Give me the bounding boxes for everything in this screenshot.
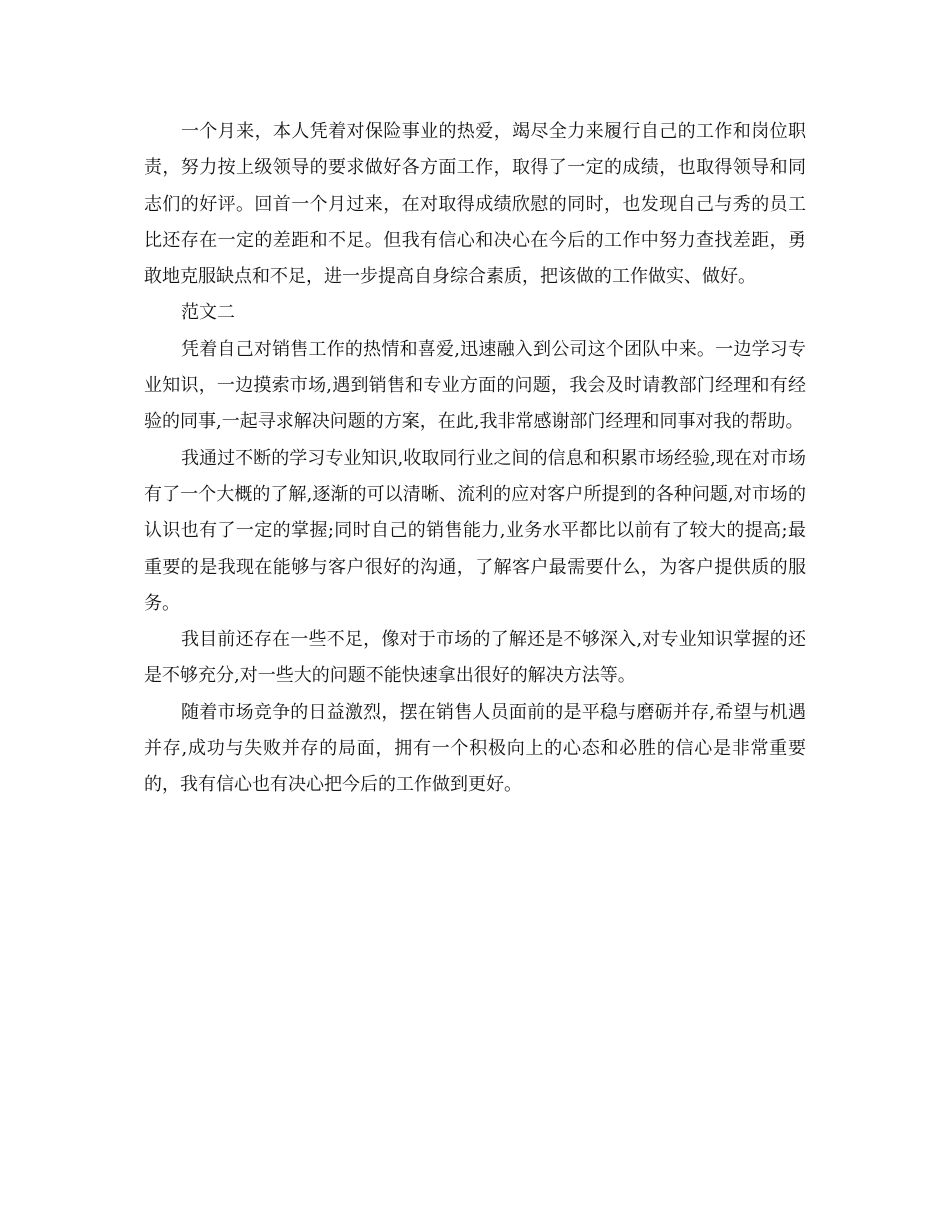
document-body xyxy=(144,114,806,804)
section-heading: 范文二 xyxy=(181,302,235,324)
intro-paragraph: 一个月来，本人凭着对保险事业的热爱，竭尽全力来履行自己的工作和岗位职责，努力按上级领导的要求做好各方面工作，取得了一定的成绩，也取得领导和同志们的好评。回首一个月过来，在对取得成绩欣慰的同时，也发现自己与秀的员工比还存在一定的差距和不足。但我有信心和决心在今后的工作中努力查找差距，勇敢地克服缺点和不足，进一步提高自身综合素质，把该做的工作做实、做好。 xyxy=(144,121,806,288)
body-paragraph-2: 我通过不断的学习专业知识,收取同行业之间的信息和积累市场经验,现在对市场有了一个大概的了解,逐渐的可以清晰、流利的应对客户所提到的各种问题,对市场的认识也有了一定的掌握;同时自己的销售能力,业务水平都比以前有了较大的提高;最重要的是我现在能够与客户很好的沟通，了解客户最需要什么，为客户提供质的服务。 xyxy=(144,447,806,614)
body-paragraph-4: 随着市场竞争的日益激烈，摆在销售人员面前的是平稳与磨砺并存,希望与机遇并存,成功与失败并存的局面，拥有一个积极向上的心态和必胜的信心是非常重要的，我有信心也有决心把今后的工作做到更好。 xyxy=(144,701,806,796)
body-paragraph-1: 凭着自己对销售工作的热情和喜爱,迅速融入到公司这个团队中来。一边学习专业知识，一边摸索市场,遇到销售和专业方面的问题，我会及时请教部门经理和有经验的同事,一起寻求解决问题的方案，在此,我非常感谢部门经理和同事对我的帮助。 xyxy=(144,338,806,433)
body-paragraph-3: 我目前还存在一些不足，像对于市场的了解还是不够深入,对专业知识掌握的还是不够充分,对一些大的问题不能快速拿出很好的解决方法等。 xyxy=(144,629,806,687)
